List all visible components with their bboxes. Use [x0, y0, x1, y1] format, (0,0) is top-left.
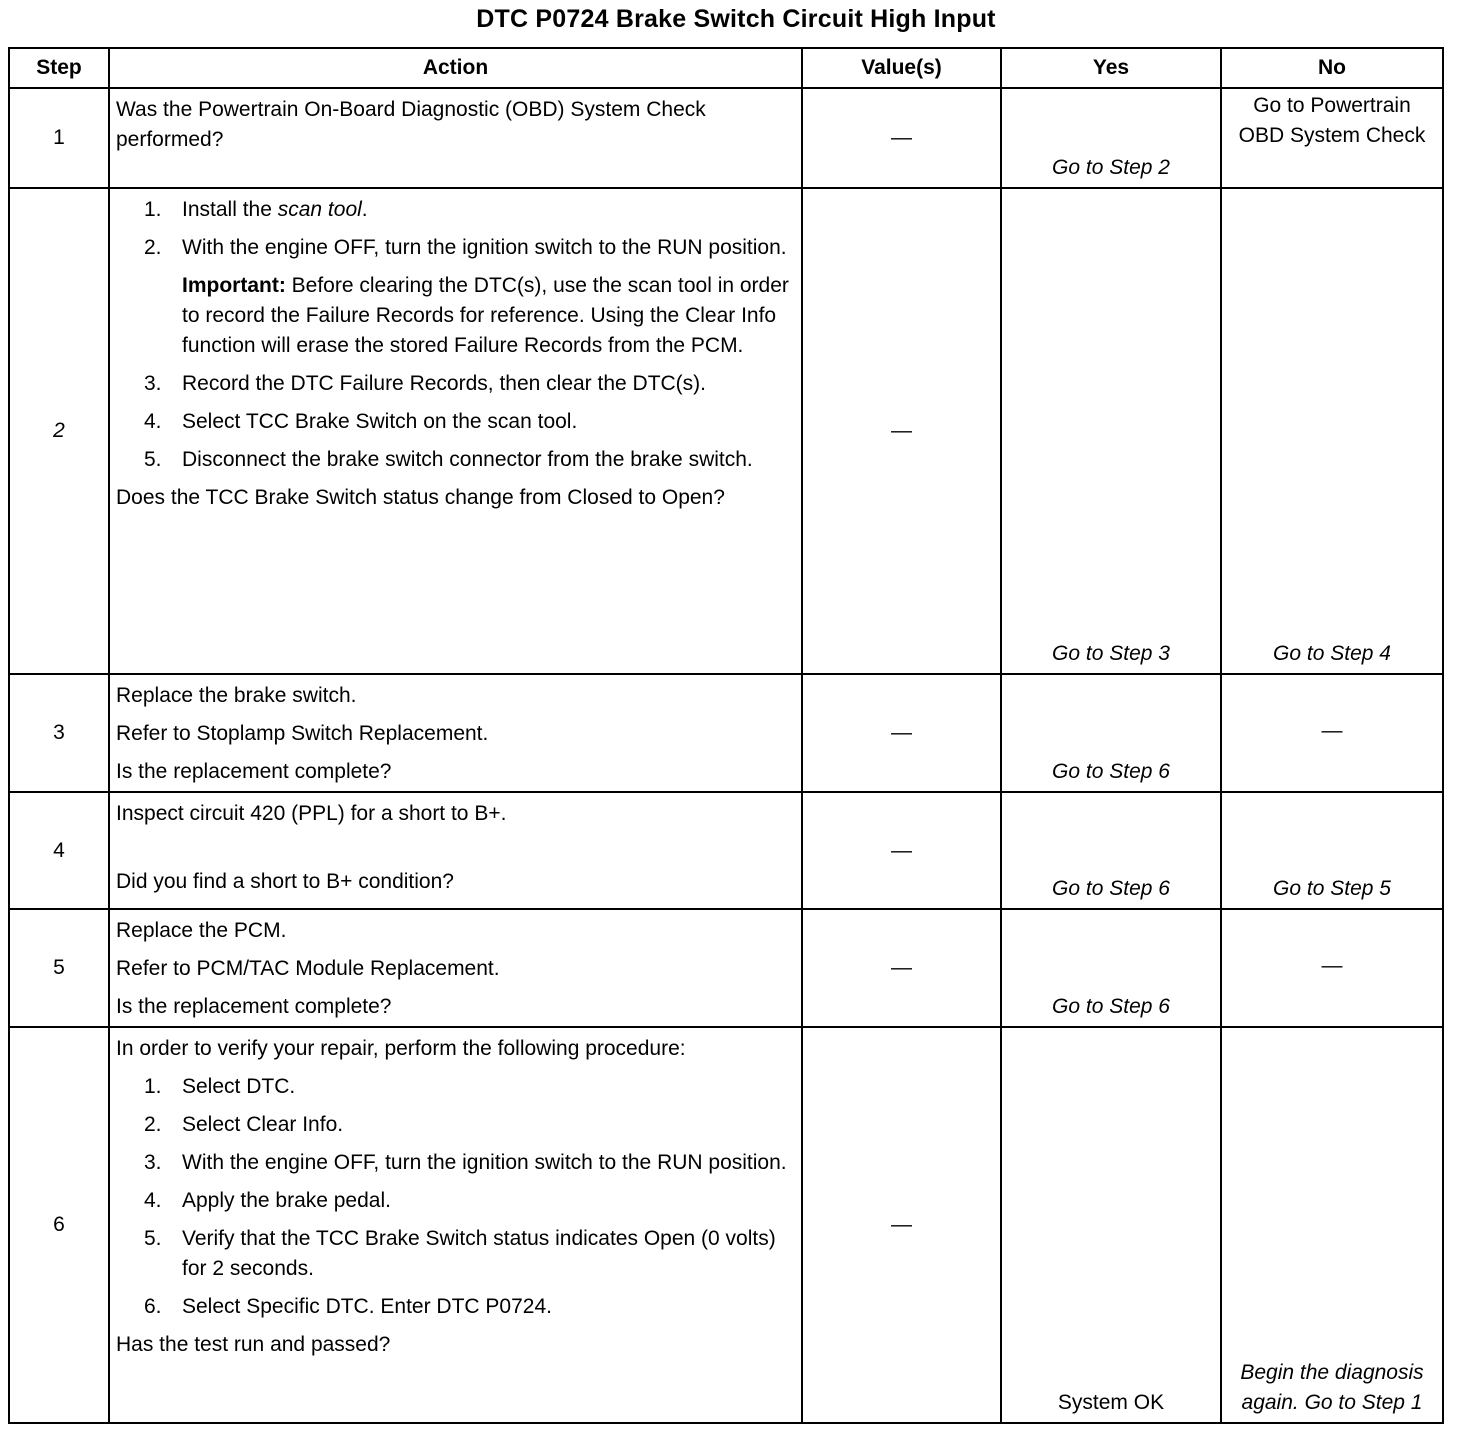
- procedure-list: [116, 369, 795, 475]
- action-text: Refer to PCM/TAC Module Replacement.: [116, 957, 500, 980]
- list-item: [116, 1148, 795, 1178]
- list-number: 1.: [144, 1075, 162, 1098]
- list-text: Install the: [182, 198, 278, 221]
- action-cell: [109, 909, 802, 1027]
- action-text: Replace the brake switch.: [116, 684, 357, 707]
- table-header-row: [9, 48, 1443, 88]
- table-row: [9, 792, 1443, 909]
- action-text: Replace the PCM.: [116, 919, 287, 942]
- action-question: Is the replacement complete?: [116, 760, 392, 783]
- list-number: 3.: [144, 372, 162, 395]
- list-text-emphasis: scan tool: [277, 198, 362, 221]
- action-text: In order to verify your repair, perform the following procedure:: [116, 1037, 686, 1060]
- list-number: 5.: [144, 448, 162, 471]
- step-number: 6: [9, 1027, 109, 1423]
- value-cell: —: [802, 1027, 1001, 1423]
- action-text: Was the Powertrain On-Board Diagnostic (OBD) System Check performed?: [116, 98, 706, 151]
- list-item: [116, 369, 795, 399]
- action-cell: [109, 188, 802, 674]
- important-text: Before clearing the DTC(s), use the scan tool in order to record the Failure Records for reference. Using the Clear Info function will erase the stored Failure Records from the PCM.: [182, 274, 789, 357]
- list-text: Apply the brake pedal.: [182, 1189, 391, 1212]
- value-cell: —: [802, 88, 1001, 188]
- list-item: [116, 407, 795, 437]
- list-number: 4.: [144, 410, 162, 433]
- step-number: 1: [9, 88, 109, 188]
- yes-cell: Go to Step 3: [1001, 188, 1221, 674]
- value-cell: —: [802, 792, 1001, 909]
- important-label: Important:: [182, 274, 286, 297]
- action-cell: [109, 1027, 802, 1423]
- list-text: Verify that the TCC Brake Switch status indicates Open (0 volts) for 2 seconds.: [182, 1227, 776, 1280]
- list-item: [116, 1110, 795, 1140]
- action-question: Is the replacement complete?: [116, 995, 392, 1018]
- yes-cell: Go to Step 2: [1001, 88, 1221, 188]
- table-row: [9, 909, 1443, 1027]
- header-step: Step: [9, 48, 109, 88]
- step-number: 2: [9, 188, 109, 674]
- action-cell: [109, 674, 802, 792]
- list-item: [116, 1292, 795, 1322]
- step-number: 4: [9, 792, 109, 909]
- list-text: With the engine OFF, turn the ignition switch to the RUN position.: [182, 236, 787, 259]
- table-row: [9, 88, 1443, 188]
- action-question: Does the TCC Brake Switch status change from Closed to Open?: [116, 486, 725, 509]
- table-row: [9, 1027, 1443, 1423]
- list-number: 6.: [144, 1295, 162, 1318]
- list-text: Select Specific DTC. Enter DTC P0724.: [182, 1295, 552, 1318]
- list-number: 4.: [144, 1189, 162, 1212]
- no-cell: Begin the diagnosis again. Go to Step 1: [1221, 1027, 1443, 1423]
- action-question: Has the test run and passed?: [116, 1333, 391, 1356]
- list-text: Select DTC.: [182, 1075, 296, 1098]
- value-cell: —: [802, 909, 1001, 1027]
- step-number: 5: [9, 909, 109, 1027]
- list-text: .: [361, 198, 368, 221]
- list-item: [116, 233, 795, 263]
- header-yes: Yes: [1001, 48, 1221, 88]
- no-cell: Go to Powertrain OBD System Check: [1221, 88, 1443, 188]
- list-item: [116, 445, 795, 475]
- spacer: [116, 837, 795, 867]
- list-number: 5.: [144, 1227, 162, 1250]
- list-item: [116, 1224, 795, 1284]
- yes-cell: Go to Step 6: [1001, 674, 1221, 792]
- list-number: 2.: [144, 236, 162, 259]
- header-no: No: [1221, 48, 1443, 88]
- action-text: Inspect circuit 420 (PPL) for a short to B+.: [116, 802, 507, 825]
- yes-cell: Go to Step 6: [1001, 909, 1221, 1027]
- no-cell: Go to Step 4: [1221, 188, 1443, 674]
- table-row: [9, 188, 1443, 674]
- list-text: Select TCC Brake Switch on the scan tool.: [182, 410, 578, 433]
- list-number: 3.: [144, 1151, 162, 1174]
- list-text: Record the DTC Failure Records, then clear the DTC(s).: [182, 372, 707, 395]
- procedure-list: [116, 1072, 795, 1322]
- list-text: With the engine OFF, turn the ignition switch to the RUN position.: [182, 1151, 787, 1174]
- yes-cell: System OK: [1001, 1027, 1221, 1423]
- page-title: DTC P0724 Brake Switch Circuit High Input: [476, 5, 996, 33]
- diagnostic-table: [8, 47, 1444, 1424]
- action-question: Did you find a short to B+ condition?: [116, 870, 454, 893]
- procedure-list: [116, 195, 795, 263]
- no-cell: —: [1221, 909, 1443, 1027]
- list-item: [116, 1072, 795, 1102]
- yes-cell: Go to Step 6: [1001, 792, 1221, 909]
- action-cell: [109, 792, 802, 909]
- table-row: [9, 674, 1443, 792]
- no-cell: —: [1221, 674, 1443, 792]
- list-item: [116, 1186, 795, 1216]
- step-number: 3: [9, 674, 109, 792]
- list-number: 1.: [144, 198, 162, 221]
- action-text: Refer to Stoplamp Switch Replacement.: [116, 722, 489, 745]
- value-cell: —: [802, 188, 1001, 674]
- list-text: Select Clear Info.: [182, 1113, 344, 1136]
- value-cell: —: [802, 674, 1001, 792]
- header-values: Value(s): [802, 48, 1001, 88]
- list-item: [116, 195, 795, 225]
- action-cell: [109, 88, 802, 188]
- important-note: [116, 271, 795, 361]
- header-action: Action: [109, 48, 802, 88]
- list-text: Disconnect the brake switch connector from the brake switch.: [182, 448, 753, 471]
- list-number: 2.: [144, 1113, 162, 1136]
- no-cell: Go to Step 5: [1221, 792, 1443, 909]
